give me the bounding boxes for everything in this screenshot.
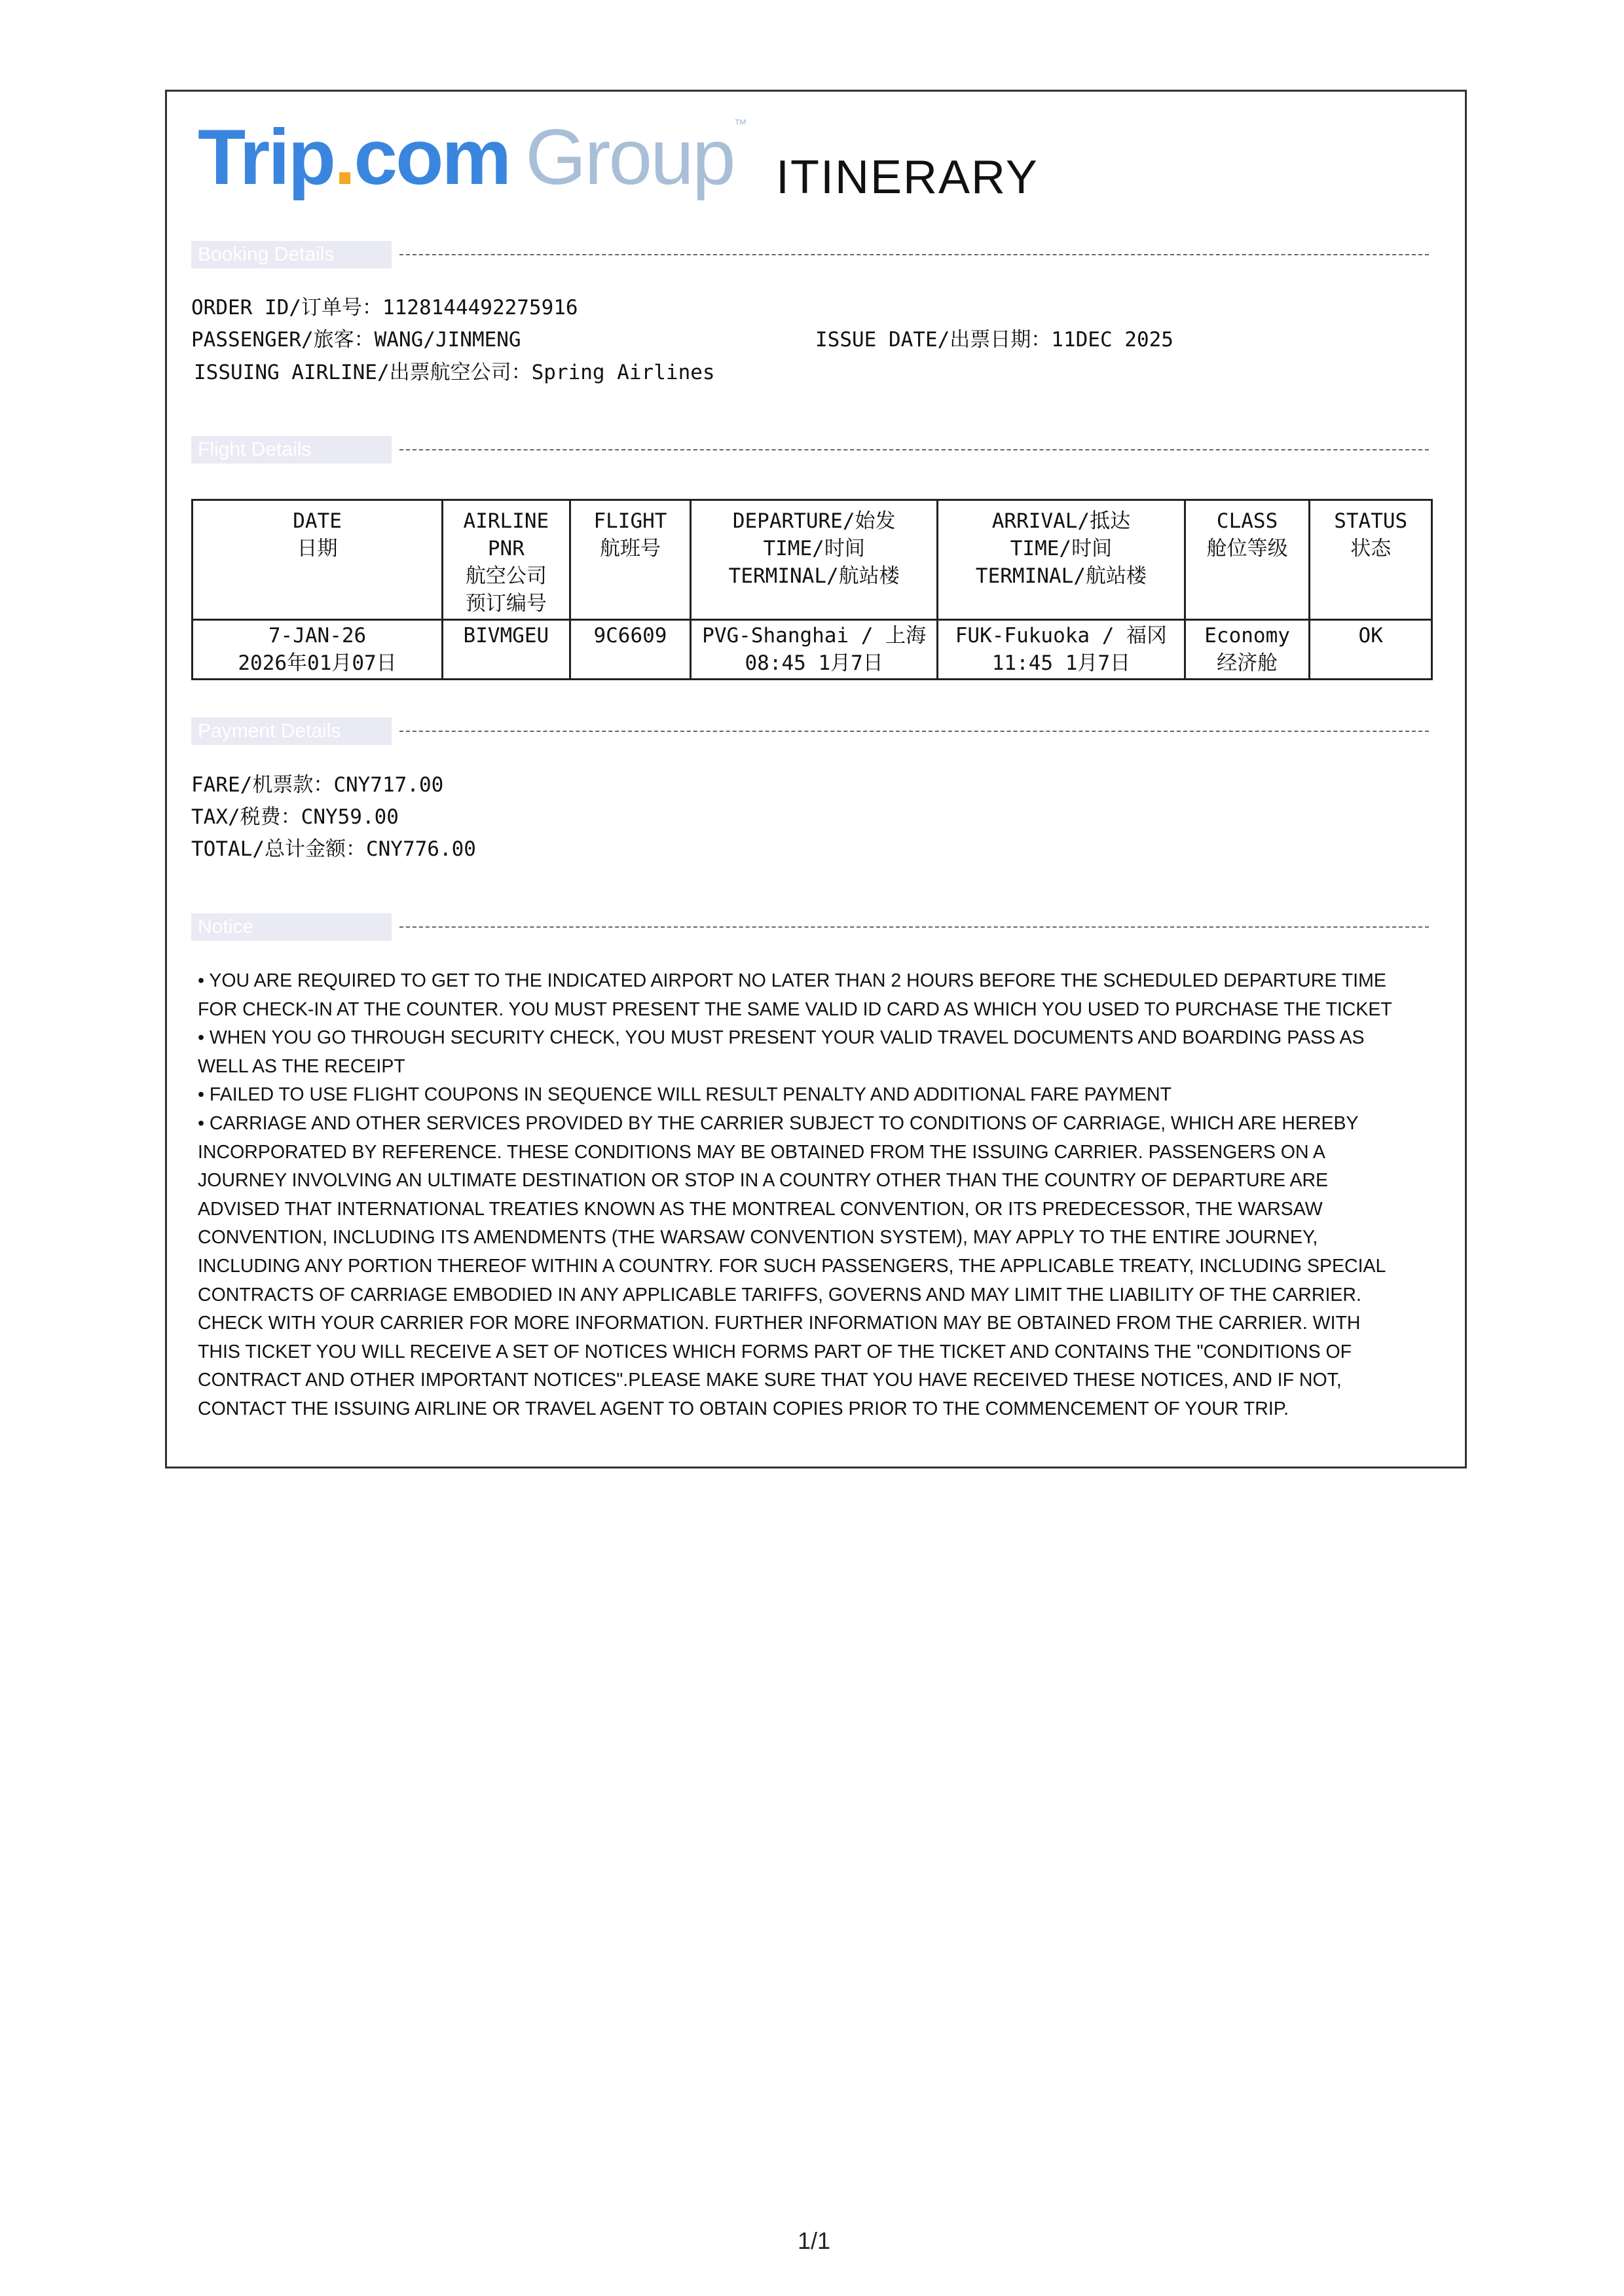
cell-airline-pnr xyxy=(443,620,570,680)
total-amount: TOTAL/总计金额：CNY776.00 xyxy=(191,837,476,861)
notice-line: WELL AS THE RECEIPT xyxy=(198,1055,405,1077)
cell-text: Economy xyxy=(1204,624,1290,647)
notice-line: • CARRIAGE AND OTHER SERVICES PROVIDED BY THE CARRIER SUBJECT TO CONDITIONS OF CARRIAGE, WHICH ARE HEREBY xyxy=(198,1112,1359,1134)
notice-line: • WHEN YOU GO THROUGH SECURITY CHECK, YOU MUST PRESENT YOUR VALID TRAVEL DOCUMENTS AND BOARDING PASS AS xyxy=(198,1027,1365,1049)
header-text: FLIGHT xyxy=(593,509,667,533)
flight-table-body xyxy=(193,620,1432,680)
header-text: 航空公司 xyxy=(465,564,547,588)
cell-text: 11:45 1月7日 xyxy=(991,651,1131,675)
notice-line: JOURNEY INVOLVING AN ULTIMATE DESTINATION OR STOP IN A COUNTRY OTHER THAN THE COUNTRY OF DEPARTURE ARE xyxy=(198,1170,1329,1192)
header-text: ARRIVAL/抵达 xyxy=(991,509,1131,533)
notice-line: CHECK WITH YOUR CARRIER FOR MORE INFORMATION. FURTHER INFORMATION MAY BE OBTAINED FROM THE CARRIER. WITH xyxy=(198,1313,1361,1334)
flight-table-header-row xyxy=(193,500,1432,620)
cell-flight xyxy=(570,620,691,680)
header-text: DEPARTURE/始发 xyxy=(732,509,896,533)
section-divider xyxy=(399,449,1429,450)
issuing-airline: ISSUING AIRLINE/出票航空公司：Spring Airlines xyxy=(194,361,715,384)
cell-text: FUK-Fukuoka / 福冈 xyxy=(955,624,1168,647)
page-number: 1/1 xyxy=(798,2227,831,2254)
cell-text: 2026年01月07日 xyxy=(238,651,397,675)
cell-text: PVG-Shanghai / 上海 xyxy=(702,624,927,647)
section-divider xyxy=(399,926,1429,928)
section-divider xyxy=(399,731,1429,732)
notice-line: ADVISED THAT INTERNATIONAL TREATIES KNOWN AS THE MONTREAL CONVENTION, OR ITS PREDECESSOR, THE WARSAW xyxy=(198,1198,1323,1220)
header-text: TIME/时间 xyxy=(763,537,865,560)
cell-text: BIVMGEU xyxy=(463,624,549,647)
header-text: 状态 xyxy=(1350,537,1392,560)
notice-line: • FAILED TO USE FLIGHT COUPONS IN SEQUENCE WILL RESULT PENALTY AND ADDITIONAL FARE PAYMENT xyxy=(198,1084,1172,1106)
header-text: TERMINAL/航站楼 xyxy=(728,564,900,588)
header-text: DATE xyxy=(293,509,342,533)
notice-line: CONTRACTS OF CARRIAGE EMBODIED IN ANY APPLICABLE TARIFFS, GOVERNS AND MAY LIMIT THE LIABILITY OF THE CARRIER. xyxy=(198,1284,1361,1305)
logo-trademark: ™ xyxy=(733,117,745,132)
flight-table xyxy=(191,499,1433,680)
notice-line: THIS TICKET YOU WILL RECEIVE A SET OF NOTICES WHICH FORMS PART OF THE TICKET AND CONTAINS THE "CONDITIONS OF xyxy=(198,1341,1352,1362)
header-text: 日期 xyxy=(297,537,338,560)
header-airline-pnr xyxy=(443,500,570,620)
table-row xyxy=(193,620,1432,680)
header-text: STATUS xyxy=(1334,509,1408,533)
header-flight xyxy=(570,500,691,620)
logo-group: Group xyxy=(525,113,734,201)
payment-details-header xyxy=(191,718,1429,745)
notice-line: INCLUDING ANY PORTION THEREOF WITHIN A COUNTRY. FOR SUCH PASSENGERS, THE APPLICABLE TREATY, INCLUDING SPECIAL xyxy=(198,1255,1386,1277)
notice-line: • YOU ARE REQUIRED TO GET TO THE INDICATED AIRPORT NO LATER THAN 2 HOURS BEFORE THE SCHEDULED DEPARTURE TIME xyxy=(198,970,1386,991)
header-text: TERMINAL/航站楼 xyxy=(975,564,1147,588)
header-text: 舱位等级 xyxy=(1206,537,1288,560)
cell-departure xyxy=(691,620,938,680)
cell-arrival xyxy=(938,620,1185,680)
notice-line: CONTRACT AND OTHER IMPORTANT NOTICES".PLEASE MAKE SURE THAT YOU HAVE RECEIVED THESE NOTICES, AND IF NOT, xyxy=(198,1370,1342,1391)
cell-text: 9C6609 xyxy=(593,624,667,647)
notice-line: CONTACT THE ISSUING AIRLINE OR TRAVEL AGENT TO OBTAIN COPIES PRIOR TO THE COMMENCEMENT OF YOUR TRIP. xyxy=(198,1398,1289,1419)
header-departure xyxy=(691,500,938,620)
logo-dot: . xyxy=(334,113,354,201)
cell-text: 7-JAN-26 xyxy=(268,624,367,647)
fare-amount: FARE/机票款：CNY717.00 xyxy=(191,773,444,797)
order-id: ORDER ID/订单号：1128144492275916 xyxy=(191,296,578,319)
tax-amount: TAX/税费：CNY59.00 xyxy=(191,805,399,829)
cell-class xyxy=(1185,620,1310,680)
header-arrival xyxy=(938,500,1185,620)
flight-details-label: Flight Details xyxy=(191,436,392,464)
header-text: TIME/时间 xyxy=(1010,537,1113,560)
notice-text xyxy=(198,967,1442,1424)
booking-details-header xyxy=(191,241,1429,268)
cell-text: OK xyxy=(1358,624,1383,647)
issue-date: ISSUE DATE/出票日期：11DEC 2025 xyxy=(815,328,1173,352)
header-status xyxy=(1310,500,1432,620)
booking-details-label: Booking Details xyxy=(191,241,392,268)
notice-line: INCORPORATED BY REFERENCE. THESE CONDITIONS MAY BE OBTAINED FROM THE ISSUING CARRIER. PASSENGERS ON A xyxy=(198,1141,1325,1163)
header-class xyxy=(1185,500,1310,620)
section-divider xyxy=(399,254,1429,255)
trip-com-group-logo xyxy=(198,113,745,201)
header-text: 预订编号 xyxy=(465,592,547,615)
passenger-name: PASSENGER/旅客：WANG/JINMENG xyxy=(191,328,521,352)
notice-line: FOR CHECK-IN AT THE COUNTER. YOU MUST PRESENT THE SAME VALID ID CARD AS WHICH YOU USED TO PURCHASE THE TICKET xyxy=(198,998,1392,1020)
header-text: CLASS xyxy=(1216,509,1278,533)
logo-trip: Trip xyxy=(198,113,335,201)
logo-com: com xyxy=(354,113,510,201)
notice-header xyxy=(191,913,1429,941)
header-text: PNR xyxy=(487,537,525,560)
header-text: 航班号 xyxy=(599,537,661,560)
header-text: AIRLINE xyxy=(463,509,549,533)
cell-text: 08:45 1月7日 xyxy=(745,651,883,675)
notice-label: Notice xyxy=(191,913,392,941)
flight-details-header xyxy=(191,436,1429,464)
payment-details-label: Payment Details xyxy=(191,718,392,745)
header-date xyxy=(193,500,443,620)
cell-date xyxy=(193,620,443,680)
notice-line: CONVENTION, INCLUDING ITS AMENDMENTS (THE WARSAW CONVENTION SYSTEM), MAY APPLY TO THE ENTIRE JOURNEY, xyxy=(198,1227,1318,1248)
cell-text: 经济舱 xyxy=(1217,651,1278,675)
cell-status xyxy=(1310,620,1432,680)
page-title: ITINERARY xyxy=(776,151,1039,204)
